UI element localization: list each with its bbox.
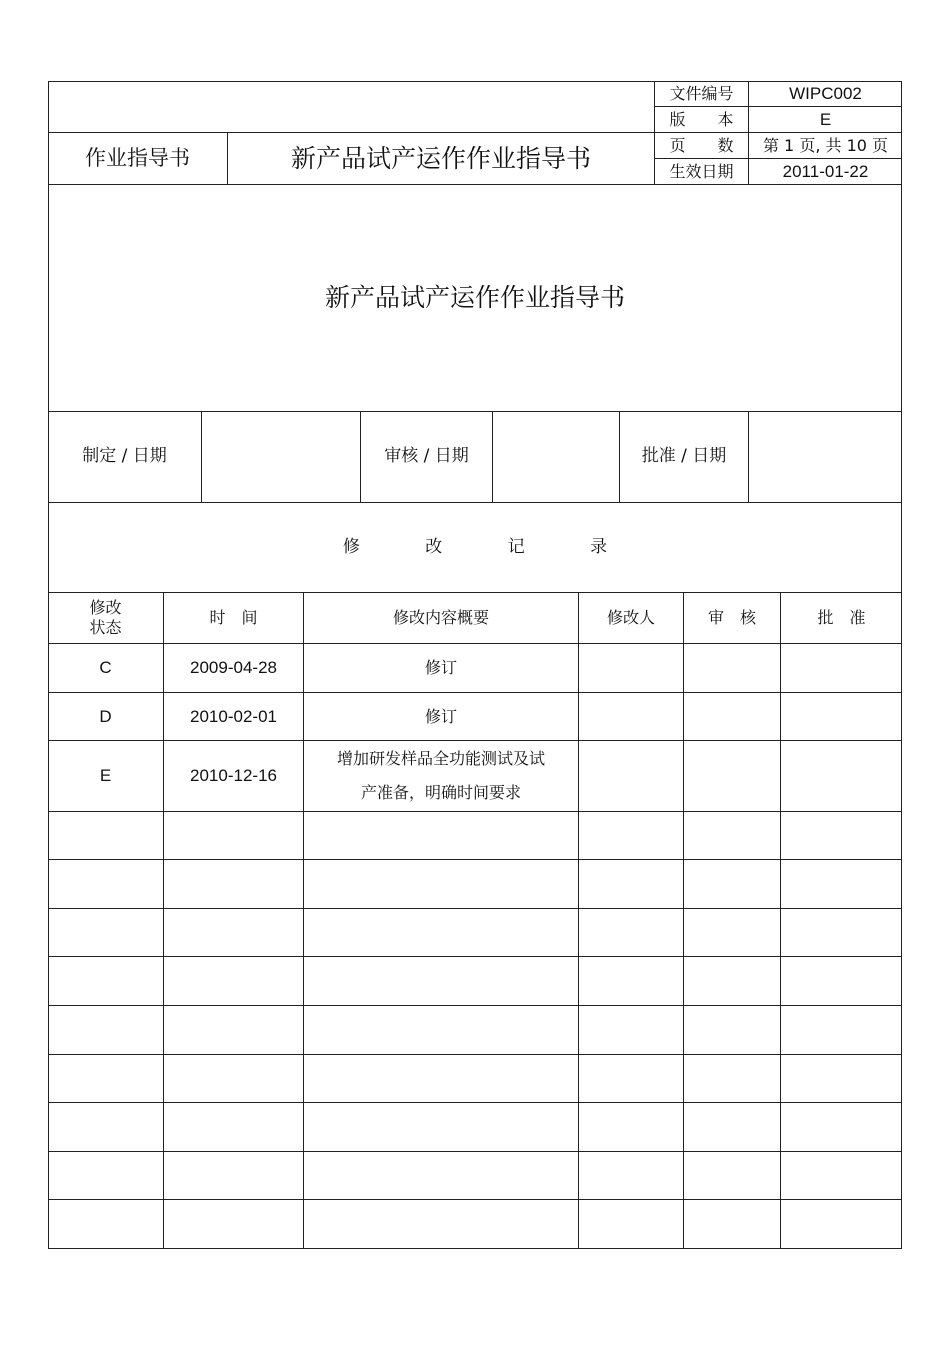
rev-row-rule [48,859,902,860]
reviewed-value[interactable] [493,412,619,502]
col-header-approver: 批 准 [817,608,866,627]
meta-label-doc-number: 文件编号 [669,83,734,103]
meta-label-version: 版 本 [669,109,734,129]
rev-summary-cell [304,741,578,811]
meta-label-pages: 页 数 [669,135,734,155]
doc-type: 作业指导书 [85,146,190,171]
revision-section-title: 修 改 记 录 [342,536,638,557]
rev-row-rule [48,1199,902,1200]
rev-row-rule [48,956,902,957]
reviewed-label: 审核 / 日期 [384,446,469,467]
rev-row-rule [48,1054,902,1055]
rev-date-cell: 2010-12-16 [190,766,277,786]
col-header-reviewer: 审 核 [707,608,756,627]
rev-row-rule [48,1151,902,1152]
rev-summary-cell: 修订 [424,658,457,677]
meta-value-effective-date: 2011-01-22 [782,161,869,181]
col-header-status: 修改 状态 [89,598,122,637]
header-doc-title: 新产品试产运作作业指导书 [290,143,591,173]
col-header-time: 时 间 [209,608,258,627]
approved-value[interactable] [749,412,902,502]
rev-row-rule [48,908,902,909]
rev-row-rule [48,1102,902,1103]
rev-summary-line: 产准备，明确时间要求 [360,783,521,802]
rev-date-cell: 2010-02-01 [190,706,277,726]
col-header-modifier: 修改人 [606,608,655,627]
rev-row-rule [48,811,902,812]
prepared-value[interactable] [202,412,360,502]
meta-value-pages: 第 1 页, 共 10 页 [762,135,889,155]
col-header-summary: 修改内容概要 [392,608,489,627]
meta-label-effective-date: 生效日期 [669,161,734,181]
main-title: 新产品试产运作作业指导书 [324,283,625,313]
rev-status-cell: D [99,706,112,726]
rev-status-cell: C [99,658,112,678]
prepared-label: 制定 / 日期 [82,446,167,467]
rev-status-cell: E [99,766,112,786]
rev-row-rule [48,1005,902,1006]
rev-summary-cell: 修订 [424,706,457,726]
approved-label: 批准 / 日期 [641,446,727,467]
meta-value-version: E [819,109,832,129]
rev-summary-line: 增加研发样品全功能测试及试 [336,749,545,768]
meta-value-doc-number: WIPC002 [789,83,862,103]
rev-date-cell: 2009-04-28 [190,658,277,678]
